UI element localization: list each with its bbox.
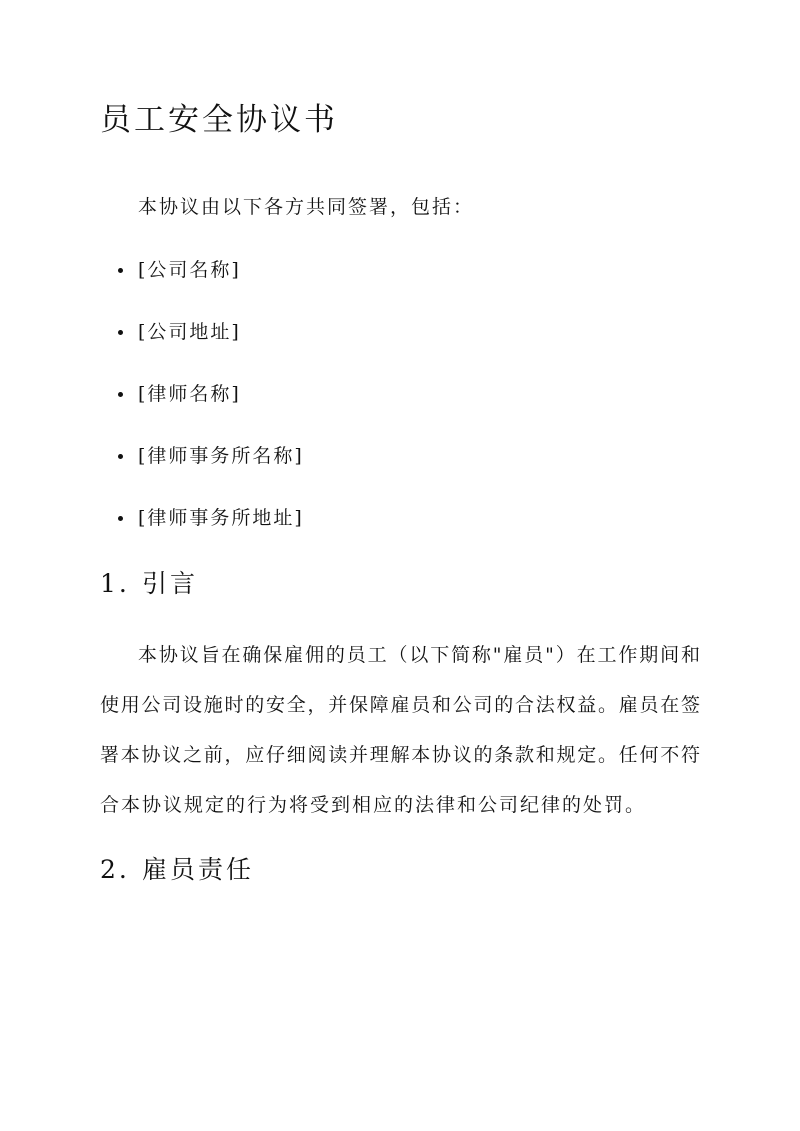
section-title: 雇员责任	[142, 855, 255, 884]
party-address: [公司地址]	[138, 321, 241, 343]
bullet-icon	[118, 330, 123, 335]
intro-text: 本协议由以下各方共同签署，包括：	[138, 196, 475, 218]
bullet-icon	[118, 392, 123, 397]
section-heading-employee-responsibility	[100, 852, 254, 888]
paragraph-line: 本协议旨在确保雇佣的员工（以下简称"雇员"）在工作期间和	[138, 644, 700, 666]
law-firm-name: [律师事务所名称]	[138, 445, 304, 467]
bullet-icon	[118, 268, 123, 273]
party-name: [公司名称]	[138, 259, 241, 281]
paragraph-line: 使用公司设施时的安全，并保障雇员和公司的合法权益。雇员在签	[100, 694, 700, 716]
bullet-icon	[118, 516, 123, 521]
law-firm-address: [律师事务所地址]	[138, 507, 304, 529]
paragraph-line: 合本协议规定的行为将受到相应的法律和公司纪律的处罚。	[100, 794, 647, 816]
section-heading-introduction	[100, 566, 198, 602]
lawyer-name: [律师名称]	[138, 383, 241, 405]
section-title: 引言	[142, 569, 199, 598]
document-title: 员工安全协议书	[100, 102, 338, 138]
section-number: 1.	[100, 569, 130, 598]
section-number: 2.	[100, 855, 130, 884]
paragraph-line: 署本协议之前，应仔细阅读并理解本协议的条款和规定。任何不符	[100, 744, 700, 766]
bullet-icon	[118, 454, 123, 459]
